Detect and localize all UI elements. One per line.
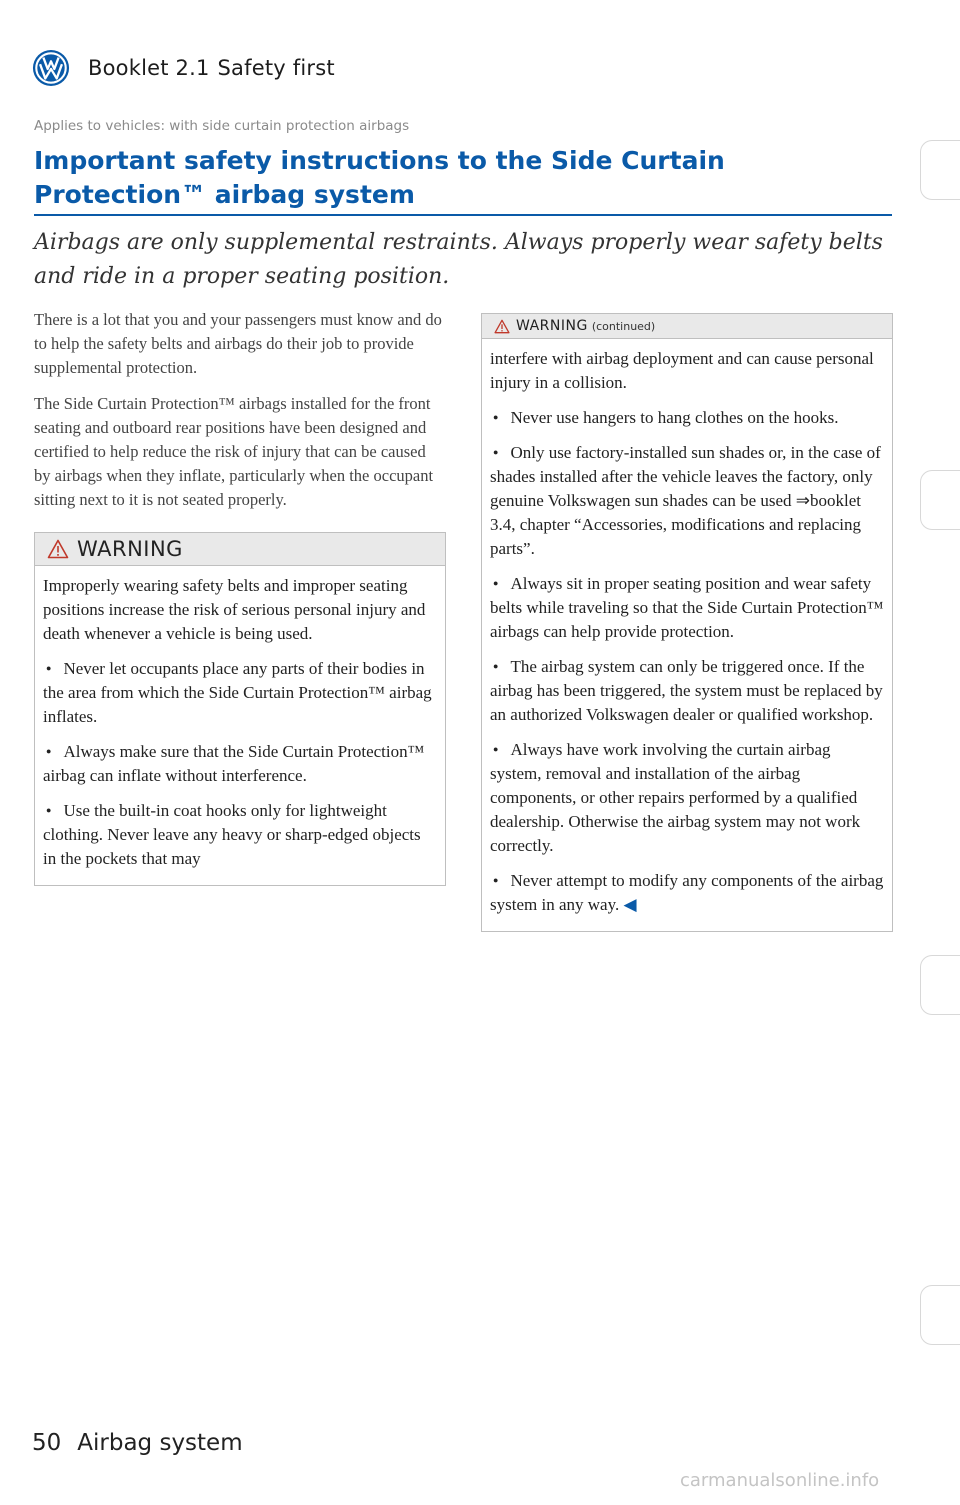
warning-bullet: ● Never let occupants place any parts of their bodies in the area from which the Side Curtain Protection™ airbag inflates. bbox=[43, 656, 437, 729]
warning-lead: interfere with airbag deployment and can cause personal injury in a collision. bbox=[490, 349, 874, 392]
intro-statement: Airbags are only supplemental restraints. Always properly wear safety belts and ride in a proper seating position. bbox=[34, 230, 883, 289]
page-title: Important safety instructions to the Side Curtain Protection™ airbag system bbox=[34, 146, 725, 209]
page-number: 50 bbox=[32, 1430, 62, 1456]
body-paragraph: The Side Curtain Protection™ airbags installed for the front seating and outboard rear positions have been designed and certified to help reduce the risk of injury that can be caused by airbags when they inflate, particularly when the occupant sitting next to it is not seated properly. bbox=[34, 394, 434, 509]
warning-label: WARNING bbox=[516, 318, 588, 334]
warning-bullet: ● Always make sure that the Side Curtain Protection™ airbag can inflate without interference. bbox=[43, 739, 437, 788]
end-of-section-icon: ◀ bbox=[623, 895, 637, 914]
warning-bullet-text: Never attempt to modify any components of the airbag system in any way. bbox=[490, 871, 884, 914]
booklet-heading bbox=[88, 56, 335, 80]
page-edge-tab bbox=[920, 955, 960, 1015]
body-paragraph: There is a lot that you and your passengers must know and do to help the safety belts and airbags do their job to provide supplemental protection. bbox=[34, 310, 442, 377]
warning-triangle-icon bbox=[494, 319, 510, 334]
left-column bbox=[34, 308, 446, 886]
warning-bullet: ● The airbag system can only be triggered once. If the airbag has been triggered, the system must be replaced by an authorized Volkswagen dealer or qualified workshop. bbox=[490, 654, 884, 727]
warning-box bbox=[34, 532, 446, 886]
footer-section: Airbag system bbox=[77, 1430, 243, 1456]
warning-box-continued bbox=[481, 313, 893, 932]
volkswagen-logo bbox=[32, 49, 70, 87]
warning-triangle-icon bbox=[47, 539, 69, 559]
warning-bullet: ● Always have work involving the curtain airbag system, removal and installation of the airbag components, or other repairs performed by a qualified dealership. Otherwise the airbag system may not work correctly. bbox=[490, 737, 884, 858]
page-header bbox=[32, 48, 335, 88]
page-edge-tab bbox=[920, 140, 960, 200]
page-edge-tab bbox=[920, 1285, 960, 1345]
warning-header bbox=[35, 533, 445, 566]
warning-label: WARNING bbox=[77, 537, 183, 561]
page-footer bbox=[32, 1430, 243, 1456]
title-divider bbox=[34, 214, 892, 216]
watermark: carmanualsonline.info bbox=[680, 1470, 880, 1491]
warning-bullet: ● Only use factory-installed sun shades or, in the case of shades installed after the vehicle leaves the factory, only genuine Volkswagen sun shades can be used ⇒booklet 3.4, chapter “Accessories, modifications and replacing parts”. bbox=[490, 440, 884, 561]
warning-bullet-last bbox=[490, 868, 884, 917]
chapter-name: Safety first bbox=[217, 56, 335, 80]
warning-body bbox=[482, 339, 892, 931]
warning-bullet: ● Use the built-in coat hooks only for lightweight clothing. Never leave any heavy or sharp-edged objects in the pockets that may bbox=[43, 798, 437, 871]
warning-lead: Improperly wearing safety belts and improper seating positions increase the risk of serious personal injury and death whenever a vehicle is being used. bbox=[43, 576, 426, 643]
page-edge-tab bbox=[920, 470, 960, 530]
warning-body bbox=[35, 566, 445, 885]
applies-to-note: Applies to vehicles: with side curtain protection airbags bbox=[34, 118, 410, 134]
right-column bbox=[481, 313, 893, 932]
warning-continued-note: (continued) bbox=[591, 319, 656, 333]
warning-header bbox=[482, 314, 892, 339]
warning-bullet: ● Never use hangers to hang clothes on the hooks. bbox=[490, 405, 884, 430]
warning-bullet: ● Always sit in proper seating position and wear safety belts while traveling so that the Side Curtain Protection™ airbags can help provide protection. bbox=[490, 571, 884, 644]
booklet-number: Booklet 2.1 bbox=[88, 56, 210, 80]
